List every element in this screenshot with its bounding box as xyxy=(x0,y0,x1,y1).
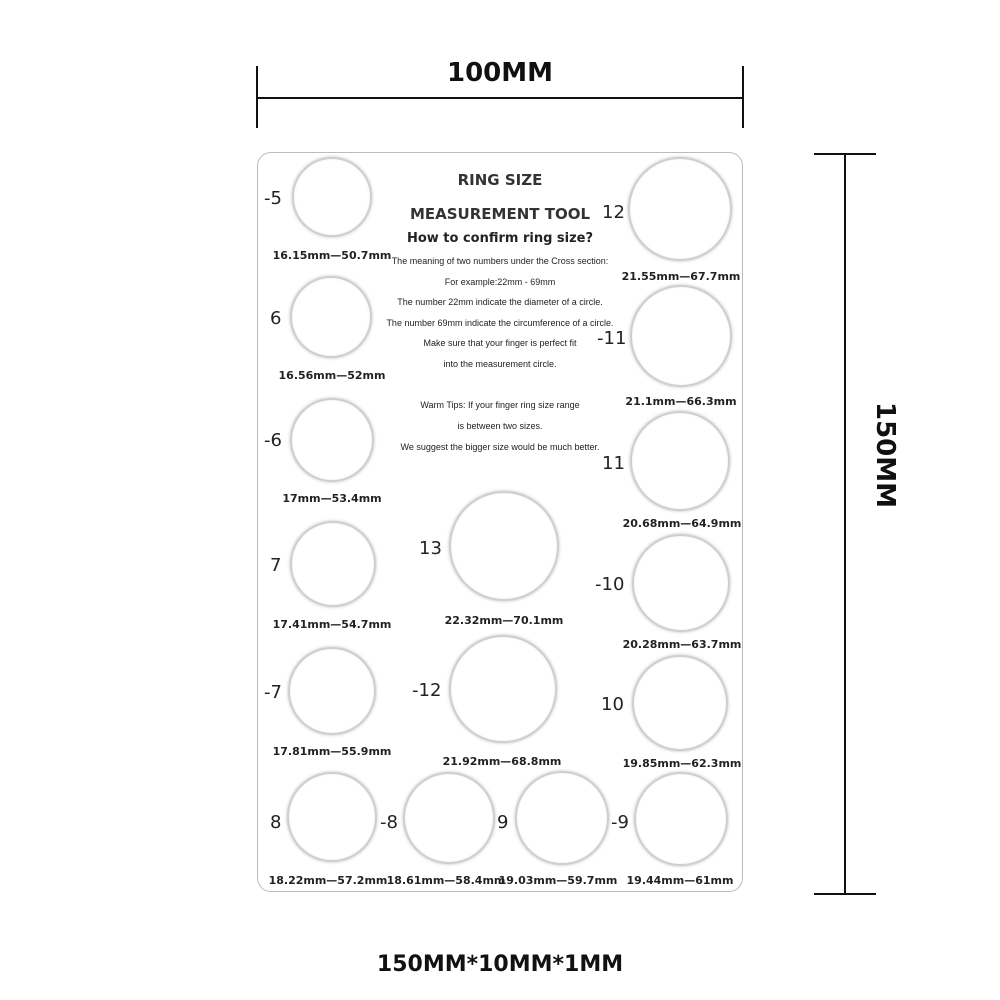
ring-measurement: 16.56mm—52mm xyxy=(278,369,386,382)
ring-measurement: 20.28mm—63.7mm xyxy=(622,638,742,651)
ring-circle-minus-12 xyxy=(449,635,557,743)
ring-measurement: 21.92mm—68.8mm xyxy=(442,755,562,768)
instruction-line: Make sure that your finger is perfect fit xyxy=(423,338,577,348)
ring-circle-minus-7 xyxy=(288,647,376,735)
ring-measurement: 19.85mm—62.3mm xyxy=(622,757,742,770)
ring-measurement: 18.22mm—57.2mm xyxy=(268,874,388,887)
ring-circle-8 xyxy=(287,772,377,862)
card-title-line2: MEASUREMENT TOOL xyxy=(409,205,591,223)
width-dimension-label: 100MM xyxy=(446,58,554,88)
ring-measurement: 17.81mm—55.9mm xyxy=(272,745,392,758)
ring-size-label: -8 xyxy=(380,812,398,833)
tip-line: is between two sizes. xyxy=(457,421,543,431)
ring-circle-minus-5 xyxy=(292,157,372,237)
ring-measurement: 21.55mm—67.7mm xyxy=(621,270,741,283)
height-dimension-tick-top xyxy=(814,153,876,155)
ring-measurement: 20.68mm—64.9mm xyxy=(622,517,742,530)
ring-size-label: 12 xyxy=(602,202,625,223)
ring-size-label: -6 xyxy=(264,430,282,451)
thickness-dimension-label: 150MM*10MM*1MM xyxy=(376,952,624,977)
instruction-line: The meaning of two numbers under the Cross section: xyxy=(391,256,609,266)
instruction-line: For example:22mm - 69mm xyxy=(444,277,556,287)
ring-size-label: 13 xyxy=(419,538,442,559)
ring-circle-9 xyxy=(515,771,609,865)
ring-circle-12 xyxy=(628,157,732,261)
instruction-line: The number 22mm indicate the diameter of a circle. xyxy=(397,297,603,307)
ring-size-label: -12 xyxy=(412,680,442,701)
ring-size-label: -5 xyxy=(264,188,282,209)
ring-size-label: 6 xyxy=(270,308,282,329)
ring-size-label: 9 xyxy=(497,812,509,833)
ring-measurement: 19.03mm—59.7mm xyxy=(498,874,618,887)
ring-circle-13 xyxy=(449,491,559,601)
ring-size-label: -11 xyxy=(597,328,627,349)
ring-measurement: 22.32mm—70.1mm xyxy=(444,614,564,627)
ring-size-label: -7 xyxy=(264,682,282,703)
ring-circle-6 xyxy=(290,276,372,358)
height-dimension-tick-bottom xyxy=(814,893,876,895)
ring-circle-minus-11 xyxy=(630,285,732,387)
height-dimension-label: 150MM xyxy=(870,401,900,509)
ring-size-label: 10 xyxy=(601,694,624,715)
width-dimension-tick-right xyxy=(742,66,744,128)
tip-line: We suggest the bigger size would be much better. xyxy=(400,442,600,452)
ring-circle-11 xyxy=(630,411,730,511)
ring-measurement: 18.61mm—58.4mm xyxy=(386,874,506,887)
ring-measurement: 21.1mm—66.3mm xyxy=(625,395,737,408)
ring-circle-10 xyxy=(632,655,728,751)
instruction-line: The number 69mm indicate the circumference of a circle. xyxy=(386,318,614,328)
tip-line: Warm Tips: If your finger ring size range xyxy=(420,400,580,410)
width-dimension-tick-left xyxy=(256,66,258,128)
ring-size-label: 8 xyxy=(270,812,282,833)
ring-size-label: 11 xyxy=(602,453,625,474)
ring-circle-7 xyxy=(290,521,376,607)
ring-circle-minus-8 xyxy=(403,772,495,864)
ring-size-label: -9 xyxy=(611,812,629,833)
width-dimension-line xyxy=(257,97,743,99)
ring-measurement: 16.15mm—50.7mm xyxy=(272,249,392,262)
ring-measurement: 17.41mm—54.7mm xyxy=(272,618,392,631)
ring-measurement: 19.44mm—61mm xyxy=(626,874,734,887)
ring-circle-minus-6 xyxy=(290,398,374,482)
height-dimension-line xyxy=(844,154,846,894)
ring-size-label: 7 xyxy=(270,555,282,576)
how-to-question: How to confirm ring size? xyxy=(406,231,594,246)
ring-circle-minus-10 xyxy=(632,534,730,632)
card-title-line1: RING SIZE xyxy=(457,171,543,189)
ring-circle-minus-9 xyxy=(634,772,728,866)
ring-measurement: 17mm—53.4mm xyxy=(282,492,382,505)
ring-size-label: -10 xyxy=(595,574,625,595)
instruction-line: into the measurement circle. xyxy=(443,359,557,369)
